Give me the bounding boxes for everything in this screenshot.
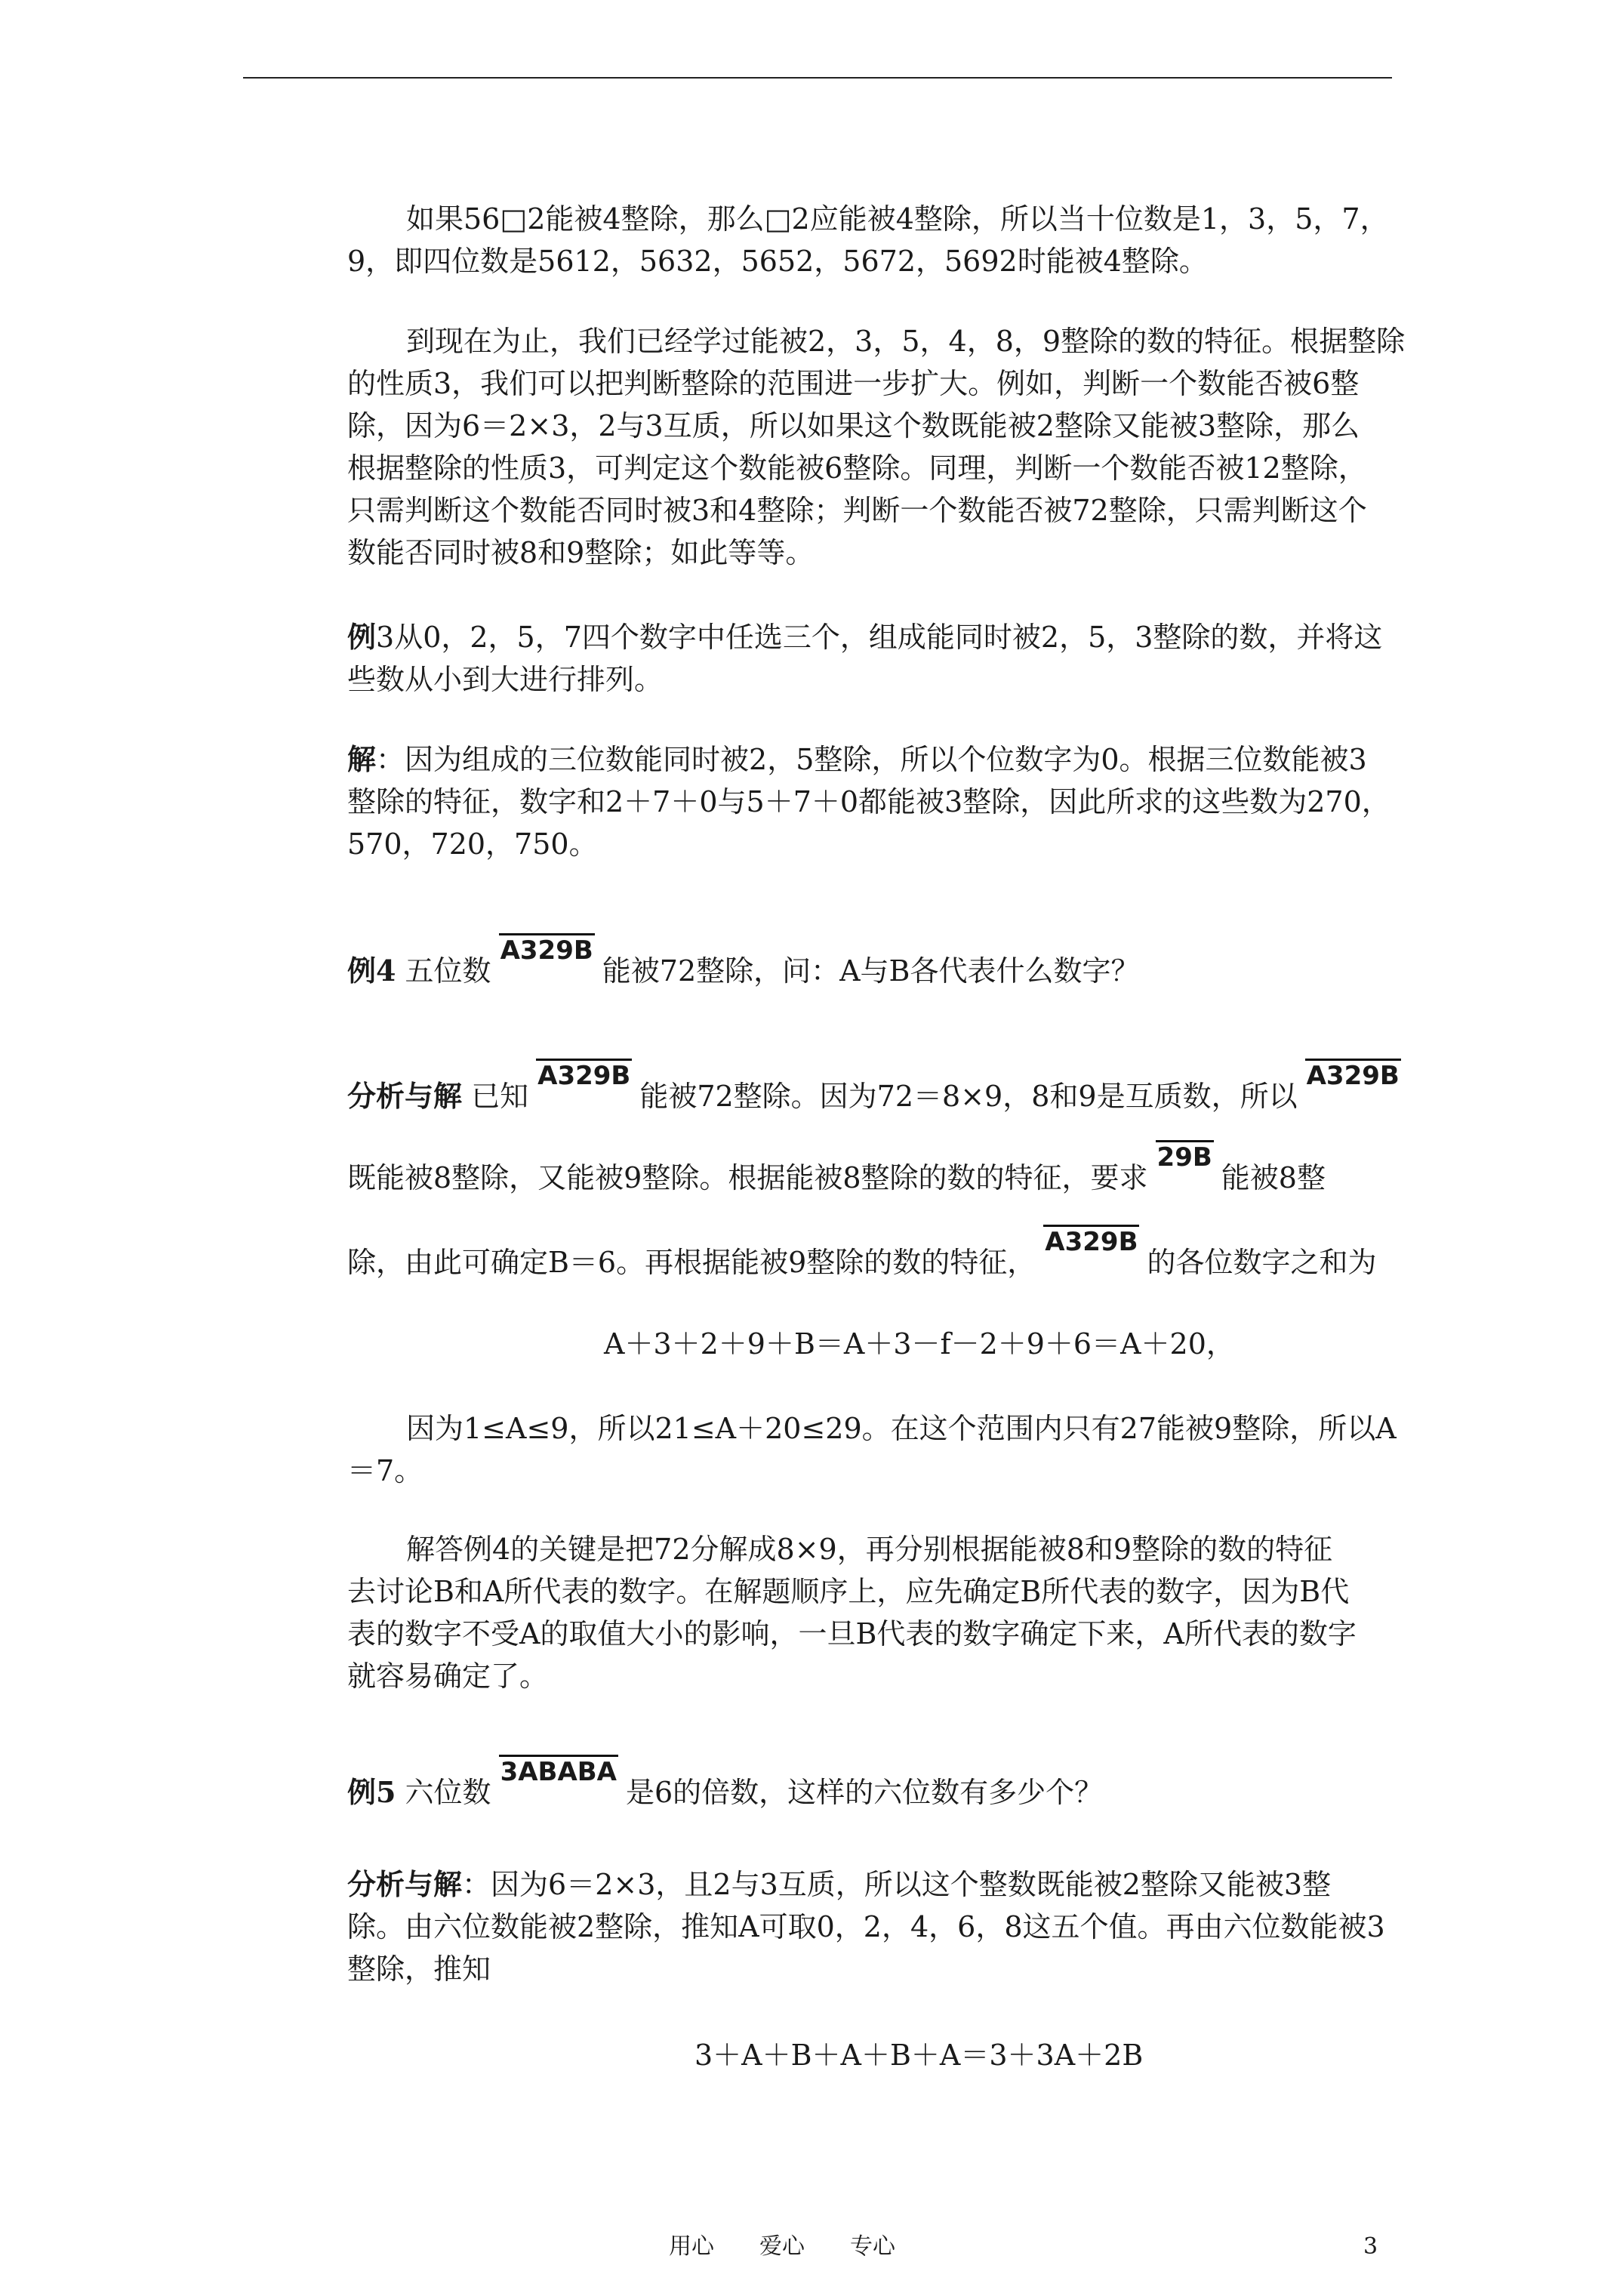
example-5 bbox=[347, 1757, 1397, 1814]
text-line: 去讨论B和A所代表的数字。在解题顺序上，应先确定B所代表的数字，因为B代 bbox=[347, 1575, 1350, 1608]
paragraph-range bbox=[347, 1407, 1397, 1492]
overlined-number: 29B bbox=[1156, 1140, 1214, 1173]
formula-digit-sum: A＋3＋2＋9＋B＝A＋3－f－2＋9＋6＝A＋20， bbox=[604, 1327, 1235, 1361]
example-3 bbox=[347, 616, 1397, 701]
overlined-number: A329B bbox=[1305, 1059, 1401, 1091]
analysis-text: 的各位数字之和为 bbox=[1147, 1246, 1377, 1279]
paragraph-divisibility-summary bbox=[347, 320, 1406, 574]
text-line: 根据整除的性质3，可判定这个数能被6整除。同理，判断一个数能否被12整除， bbox=[347, 451, 1367, 485]
overlined-number: A329B bbox=[1043, 1225, 1139, 1257]
text-line: ＝7。 bbox=[347, 1454, 423, 1487]
overlined-number: 3ABABA bbox=[499, 1755, 618, 1787]
analysis-text: 能被8整 bbox=[1221, 1161, 1326, 1194]
text-line bbox=[347, 935, 1397, 992]
text-line: 如果56□2能被4整除，那么□2应能被4整除，所以当十位数是1，3，5，7， bbox=[406, 202, 1389, 236]
text-line bbox=[347, 738, 1397, 781]
text-line: 因为1≤A≤9，所以21≤A＋20≤29。在这个范围内只有27能被9整除，所以A bbox=[406, 1412, 1397, 1445]
footer-motto: 用心 爱心 专心 bbox=[669, 2233, 895, 2260]
analysis-text: 既能被8整除，又能被9整除。根据能被8整除的数的特征，要求 bbox=[347, 1161, 1148, 1194]
solution-3 bbox=[347, 738, 1397, 865]
text-line: 些数从小到大进行排列。 bbox=[347, 663, 664, 696]
paragraph-divisibility-by-4 bbox=[347, 198, 1397, 282]
example-label: 例4 bbox=[347, 954, 396, 988]
text-line bbox=[347, 616, 1397, 658]
overlined-number: A329B bbox=[536, 1059, 632, 1091]
example-label: 例5 bbox=[347, 1775, 396, 1809]
page-number: 3 bbox=[1363, 2233, 1378, 2260]
example-text: 能被72整除，问：A与B各代表什么数字？ bbox=[602, 954, 1140, 988]
text-line bbox=[347, 1227, 1397, 1284]
text-line bbox=[347, 1061, 1400, 1117]
text-line: 整除的特征，数字和2＋7＋0与5＋7＋0都能被3整除，因此所求的这些数为270， bbox=[347, 785, 1390, 818]
text-line bbox=[347, 1863, 1397, 1906]
analysis-label: 分析与解 bbox=[347, 1867, 463, 1901]
text-line: 9，即四位数是5612，5632，5652，5672，5692时能被4整除。 bbox=[347, 245, 1208, 278]
text-line: 整除，推知 bbox=[347, 1952, 491, 1986]
analysis-5 bbox=[347, 1863, 1397, 1990]
text-line: 的性质3，我们可以把判断整除的范围进一步扩大。例如，判断一个数能否被6整 bbox=[347, 367, 1360, 400]
text-line: 就容易确定了。 bbox=[347, 1660, 549, 1693]
example-4 bbox=[347, 935, 1397, 992]
example-text: 六位数 bbox=[405, 1776, 491, 1809]
analysis-4-line-3 bbox=[347, 1227, 1397, 1284]
example-label: 例 bbox=[347, 620, 377, 654]
solution-label: 解 bbox=[347, 742, 377, 776]
formula-six-digit-sum: 3＋A＋B＋A＋B＋A＝3＋3A＋2B bbox=[694, 2039, 1144, 2072]
analysis-label: 分析与解 bbox=[347, 1079, 463, 1113]
text-line: 570，720，750。 bbox=[347, 827, 598, 861]
example-text: 五位数 bbox=[405, 954, 491, 988]
analysis-text: ：因为6＝2×3，且2与3互质，所以这个整数既能被2整除又能被3整 bbox=[462, 1868, 1332, 1901]
paragraph-summary bbox=[347, 1528, 1397, 1697]
analysis-4-line-2 bbox=[347, 1142, 1397, 1199]
text-line bbox=[347, 1757, 1397, 1814]
overlined-number: A329B bbox=[499, 933, 595, 966]
text-line: 除。由六位数能被2整除，推知A可取0，2，4，6，8这五个值。再由六位数能被3 bbox=[347, 1910, 1385, 1943]
analysis-text: 能被72整除。因为72＝8×9，8和9是互质数，所以 bbox=[639, 1080, 1298, 1113]
text-line: 到现在为止，我们已经学过能被2，3，5，4，8，9整除的数的特征。根据整除 bbox=[406, 325, 1406, 358]
header-rule bbox=[243, 77, 1392, 79]
example-text: 是6的倍数，这样的六位数有多少个？ bbox=[626, 1776, 1104, 1809]
solution-text: ：因为组成的三位数能同时被2，5整除，所以个位数字为0。根据三位数能被3 bbox=[376, 743, 1367, 776]
example-text: 3从0，2，5，7四个数字中任选三个，组成能同时被2，5，3整除的数，并将这 bbox=[376, 621, 1383, 654]
text-line: 表的数字不受A的取值大小的影响，一旦B代表的数字确定下来，A所代表的数字 bbox=[347, 1617, 1357, 1650]
analysis-text: 已知 bbox=[471, 1080, 529, 1113]
text-line: 数能否同时被8和9整除；如此等等。 bbox=[347, 536, 815, 569]
text-line bbox=[347, 1142, 1397, 1199]
text-line: 只需判断这个数能否同时被3和4整除；判断一个数能否被72整除，只需判断这个 bbox=[347, 494, 1367, 527]
text-line: 除，因为6＝2×3，2与3互质，所以如果这个数既能被2整除又能被3整除，那么 bbox=[347, 409, 1360, 442]
text-line: 解答例4的关键是把72分解成8×9，再分别根据能被8和9整除的数的特征 bbox=[406, 1533, 1333, 1566]
analysis-4-line-1 bbox=[347, 1061, 1400, 1117]
analysis-text: 除，由此可确定B＝6。再根据能被9整除的数的特征， bbox=[347, 1246, 1036, 1279]
